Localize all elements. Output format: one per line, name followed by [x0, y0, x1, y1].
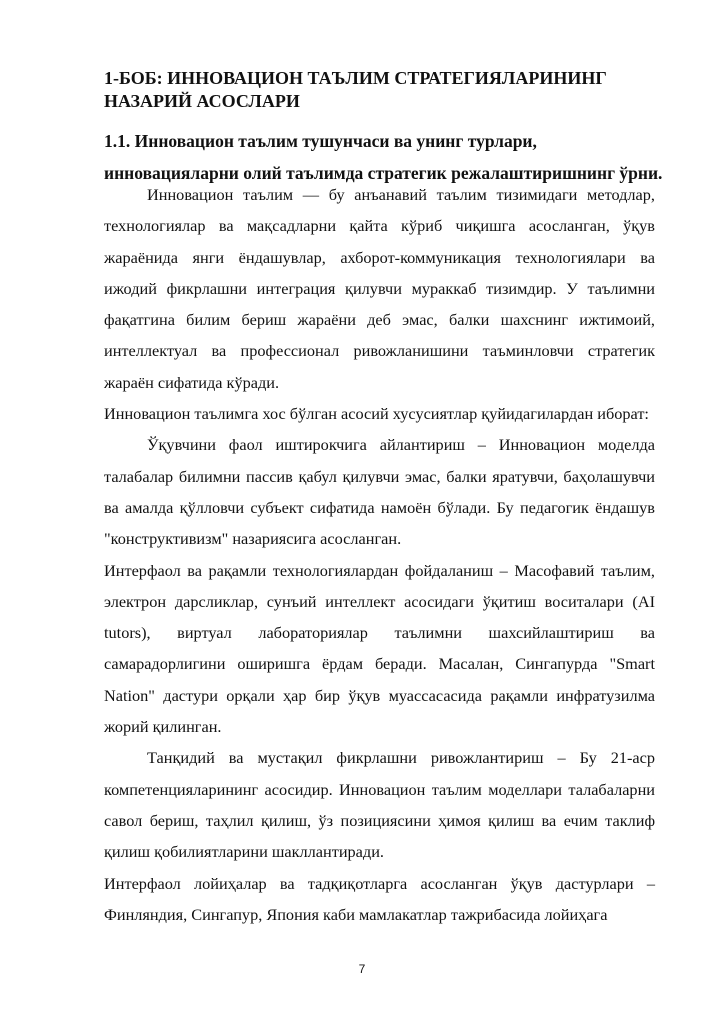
paragraph-projects: Интерфаол лойиҳалар ва тадқиқотларга асосланган ўқув дастурлари – Финляндия, Сингапур, Япония каби мамлакатлар тажрибасида лойиҳага — [104, 873, 655, 924]
chapter-title: 1-БОБ: ИННОВАЦИОН ТАЪЛИМ СТРАТЕГИЯЛАРИНИНГ НАЗАРИЙ АСОСЛАРИ — [104, 68, 607, 111]
section-title-line-1: 1.1. Инновацион таълим тушунчаси ва унинг турлари, — [104, 131, 537, 151]
paragraph-active-learner: Ўқувчини фаол иштирокчига айлантириш – Инновацион моделда талабалар билимни пассив қабул қилувчи эмас, балки яратувчи, баҳолашувчи ва амалда қўлловчи субъект сифатида намоён бўлади. Бу педагогик ёндашув "конструктивизм" назариясига асосланган. — [104, 435, 655, 549]
paragraph-critical-thinking: Танқидий ва мустақил фикрлашни ривожлантириш – Бу 21-аср компетенцияларининг асосидир. Инновацион таълим моделлари талабаларни савол бериш, таҳлил қилиш, ўз позициясини ҳимоя қилиш ва ечим таклиф қилиш қобилиятларини шакллантиради. — [104, 748, 655, 862]
section-title-line-2: инновацияларни олий таълимда стратегик режалаштиришнинг ўрни. — [104, 163, 663, 183]
body-text — [104, 179, 655, 930]
paragraph-digital-tech: Интерфаол ва рақамли технологиялардан фойдаланиш – Масофавий таълим, электрон дарсликлар, сунъий интеллект асосидаги ўқитиш воситалари (AI tutors), виртуал лабораториялар таълимни шахсийлаштириш ва самарадорлигини оширишга ёрдам беради. Масалан, Сингапурда "Smart Nation" дастури орқали ҳар бир ўқув муассасасида рақамли инфратузилма жорий қилинган. — [104, 560, 655, 737]
paragraph-definition: Инновацион таълим — бу анъанавий таълим тизимидаги методлар, технологиялар ва мақсадларни қайта кўриб чиқишга асосланган, ўқув жараёнида янги ёндашувлар, ахборот-коммуникация технологиялари ва ижодий фикрлашни интеграция қилувчи мураккаб тизимдир. У таълимни фақатгина билим бериш жараёни деб эмас, балки шахснинг ижтимоий, интеллектуал ва профессионал ривожланишини таъминловчи стратегик жараён сифатида кўради. — [104, 185, 655, 392]
paragraph-features-intro: Инновацион таълимга хос бўлган асосий хусусиятлар қуйидагилардан иборат: — [104, 404, 649, 424]
page-number: 7 — [358, 962, 366, 976]
